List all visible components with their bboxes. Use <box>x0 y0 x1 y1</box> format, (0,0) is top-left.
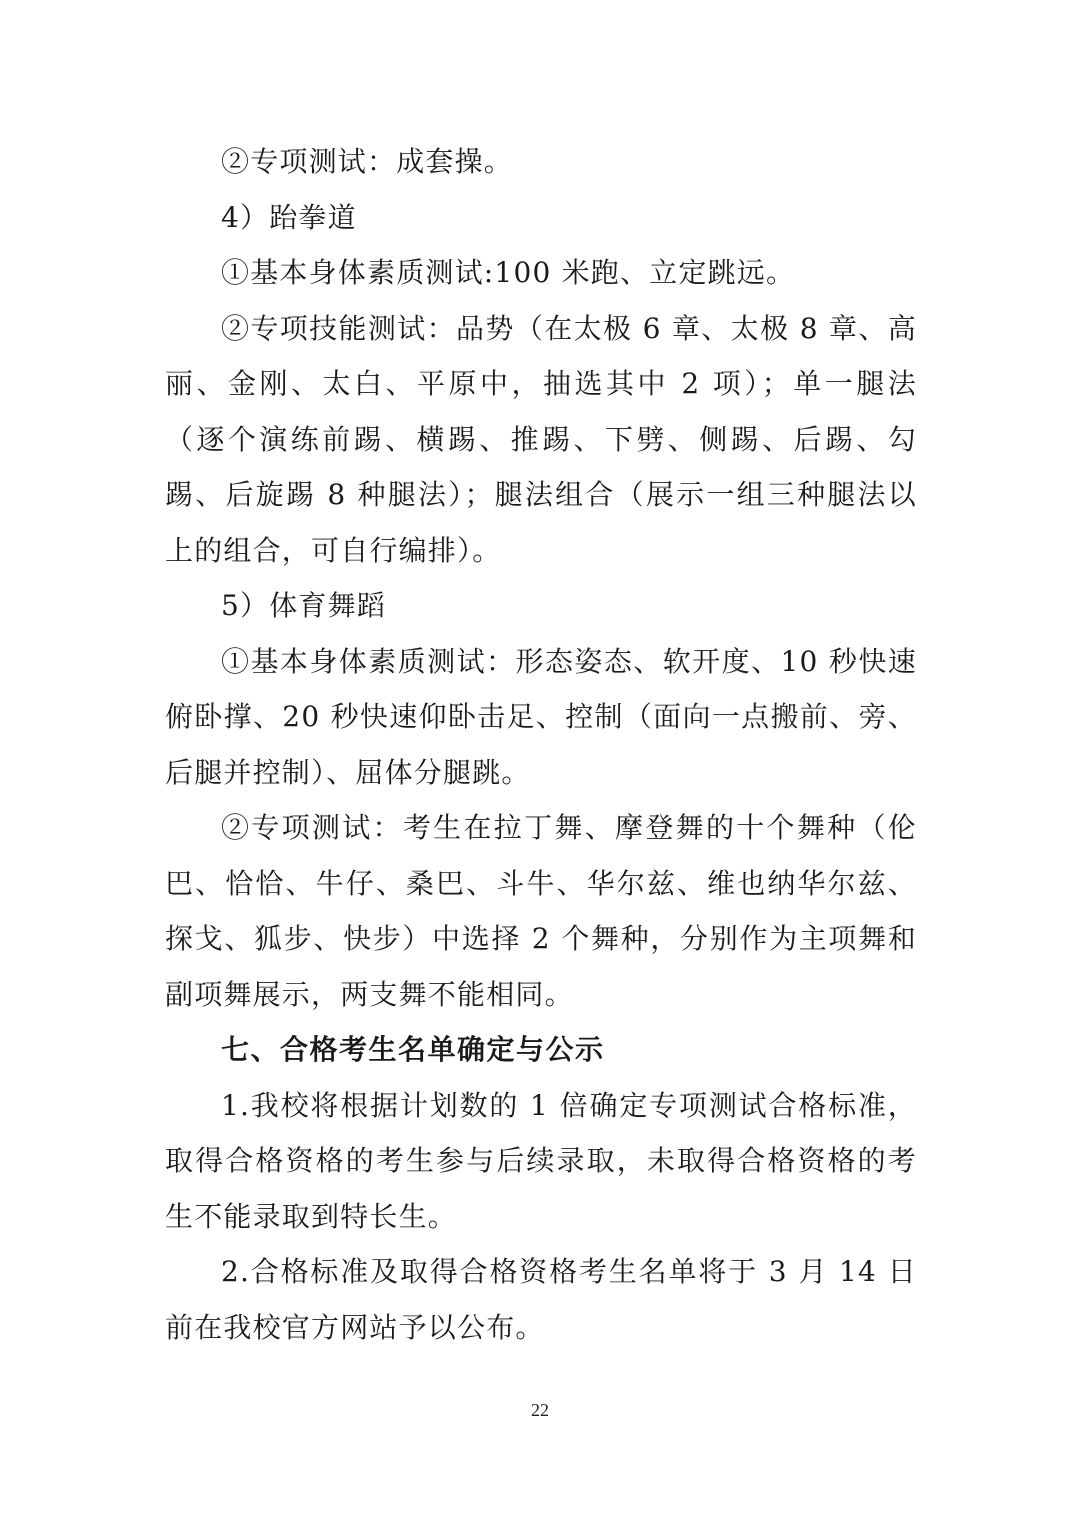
page-number: 22 <box>531 1400 549 1420</box>
paragraph-aerobics-specialty-test: ②专项测试：成套操。 <box>221 145 514 178</box>
document-body <box>165 134 917 1355</box>
paragraph-dance-specialty-test: ②专项测试：考生在拉丁舞、摩登舞的十个舞种（伦巴、恰恰、牛仔、桑巴、斗牛、华尔兹、维也纳华尔兹、探戈、狐步、快步）中选择 2 个舞种，分别作为主项舞和副项舞展示，两支舞不能相同。 <box>165 811 917 1011</box>
paragraph-taekwondo-basic-test: ①基本身体素质测试:100 米跑、立定跳远。 <box>221 256 796 289</box>
paragraph-qualification-standard: 1.我校将根据计划数的 1 倍确定专项测试合格标准，取得合格资格的考生参与后续录取，未取得合格资格的考生不能录取到特长生。 <box>165 1088 917 1233</box>
section-dance-sport-heading: 5）体育舞蹈 <box>221 589 387 622</box>
paragraph-dance-basic-test: ①基本身体素质测试：形态姿态、软开度、10 秒快速俯卧撑、20 秒快速仰卧击足、控制（面向一点搬前、旁、后腿并控制）、屈体分腿跳。 <box>165 644 917 789</box>
section-seven-heading: 七、合格考生名单确定与公示 <box>221 1033 605 1066</box>
paragraph-announcement: 2.合格标准及取得合格资格考生名单将于 3 月 14 日前在我校官方网站予以公布。 <box>165 1255 917 1344</box>
section-taekwondo-heading: 4）跆拳道 <box>221 200 357 234</box>
paragraph-taekwondo-skill-test: ②专项技能测试：品势（在太极 6 章、太极 8 章、高丽、金刚、太白、平原中，抽选其中 2 项）；单一腿法（逐个演练前踢、横踢、推踢、下劈、侧踢、后踢、勾踢、后旋踢 8 种腿法）；腿法组合（展示一组三种腿法以上的组合，可自行编排）。 <box>165 311 917 567</box>
